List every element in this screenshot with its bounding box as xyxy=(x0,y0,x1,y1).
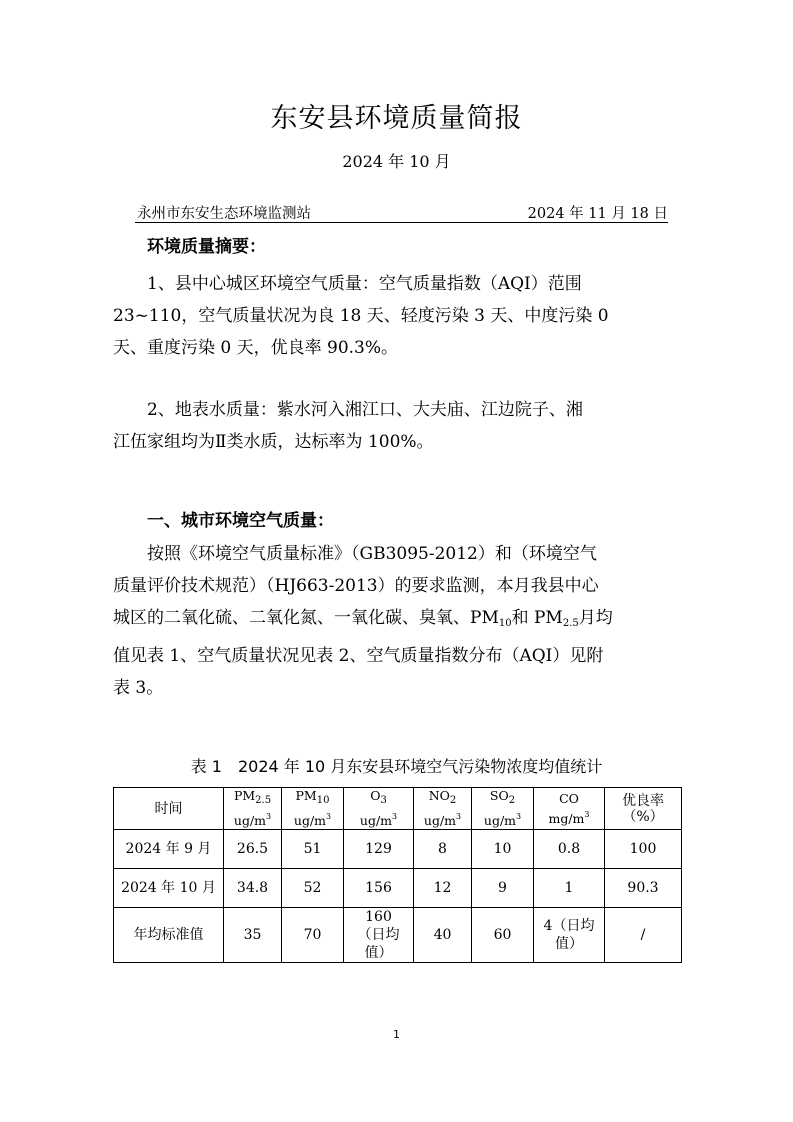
summary-p2-line-1: 2、地表水质量：紫水河入湘江口、大夫庙、江边院子、湘 xyxy=(147,400,583,420)
cell-pm25: 34.8 xyxy=(224,869,282,908)
section1-line-3c: 月均 xyxy=(578,608,613,628)
header-pm25: $PM_{2.5}$ $ug/m^3$ xyxy=(224,788,282,830)
header-co: CO $mg/m^3$ xyxy=(534,788,605,830)
table-header-row xyxy=(114,788,682,830)
section1-line-2: 质量评价技术规范）（HJ663-2013）的要求监测，本月我县中心 xyxy=(113,576,599,596)
cell-o3: 156 xyxy=(344,869,414,908)
page-number: 1 xyxy=(393,1028,400,1041)
header-time: 时间 xyxy=(114,788,224,830)
section1-line-1: 按照《环境空气质量标准》（GB3095-2012）和（环境空气 xyxy=(147,544,597,564)
cell-rate: / xyxy=(605,908,682,963)
cell-pm25: 26.5 xyxy=(224,830,282,869)
report-title: 东安县环境质量简报 xyxy=(270,103,523,134)
cell-co: 1 xyxy=(534,869,605,908)
summary-p1-line-2: 23~110，空气质量状况为良 18 天、轻度污染 3 天、中度污染 0 xyxy=(113,306,609,326)
header-no2: $NO_2$ $ug/m^3$ xyxy=(414,788,472,830)
pm25-subscript: 2.5 xyxy=(562,618,579,629)
cell-pm10: 52 xyxy=(282,869,344,908)
cell-no2: 12 xyxy=(414,869,472,908)
summary-paragraph-1 xyxy=(113,268,673,364)
issuer-name: 永州市东安生态环境监测站 xyxy=(137,206,311,222)
cell-co: 0.8 xyxy=(534,830,605,869)
header-pm10: $PM_{10}$ $ug/m^3$ xyxy=(282,788,344,830)
cell-rate: 90.3 xyxy=(605,869,682,908)
section1-line-3 xyxy=(113,602,673,640)
header-o3: $O_3$ $ug/m^3$ xyxy=(344,788,414,830)
cell-time: 2024 年 9 月 xyxy=(114,830,224,869)
cell-rate: 100 xyxy=(605,830,682,869)
summary-p1-line-3: 天、重度污染 0 天，优良率 90.3%。 xyxy=(113,338,399,358)
cell-no2: 8 xyxy=(414,830,472,869)
cell-pm10: 70 xyxy=(282,908,344,963)
cell-pm25: 35 xyxy=(224,908,282,963)
pm10-subscript: 10 xyxy=(498,618,512,629)
table-row xyxy=(114,869,682,908)
header-rate: 优良率 （%） xyxy=(605,788,682,830)
cell-so2: 60 xyxy=(472,908,534,963)
table1-caption: 表 1 2024 年 10 月东安县环境空气污染物浓度均值统计 xyxy=(190,757,603,776)
header-so2: $SO_2$ $ug/m^3$ xyxy=(472,788,534,830)
cell-co: 4（日均值） xyxy=(534,908,605,963)
issue-date: 2024 年 11 月 18 日 xyxy=(527,206,668,222)
summary-paragraph-2 xyxy=(113,394,673,458)
cell-so2: 10 xyxy=(472,830,534,869)
report-period: 2024 年 10 月 xyxy=(342,152,451,171)
cell-so2: 9 xyxy=(472,869,534,908)
section1-line-5: 表 3。 xyxy=(113,678,164,698)
section1-line-3a: 城区的二氧化硫、二氧化氮、一氧化碳、臭氧、PM xyxy=(113,608,499,628)
cell-no2: 40 xyxy=(414,908,472,963)
cell-o3: 129 xyxy=(344,830,414,869)
section1-line-3b: 和 PM xyxy=(511,608,563,628)
section1-line-4: 值见表 1、空气质量状况见表 2、空气质量指数分布（AQI）见附 xyxy=(113,646,604,666)
section1-paragraph xyxy=(113,538,673,704)
cell-time: 年均标准值 xyxy=(114,908,224,963)
issuer-line xyxy=(135,202,668,223)
pollutant-table xyxy=(113,787,682,963)
cell-pm10: 51 xyxy=(282,830,344,869)
table-row xyxy=(114,830,682,869)
summary-p2-line-2: 江伍家组均为Ⅱ类水质，达标率为 100%。 xyxy=(113,432,434,452)
cell-o3: 160（日均值） xyxy=(344,908,414,963)
summary-heading: 环境质量摘要： xyxy=(147,237,266,257)
table-row xyxy=(114,908,682,963)
section1-heading: 一、城市环境空气质量： xyxy=(147,511,334,531)
summary-p1-line-1: 1、县中心城区环境空气质量：空气质量指数（AQI）范围 xyxy=(147,274,582,294)
cell-time: 2024 年 10 月 xyxy=(114,869,224,908)
